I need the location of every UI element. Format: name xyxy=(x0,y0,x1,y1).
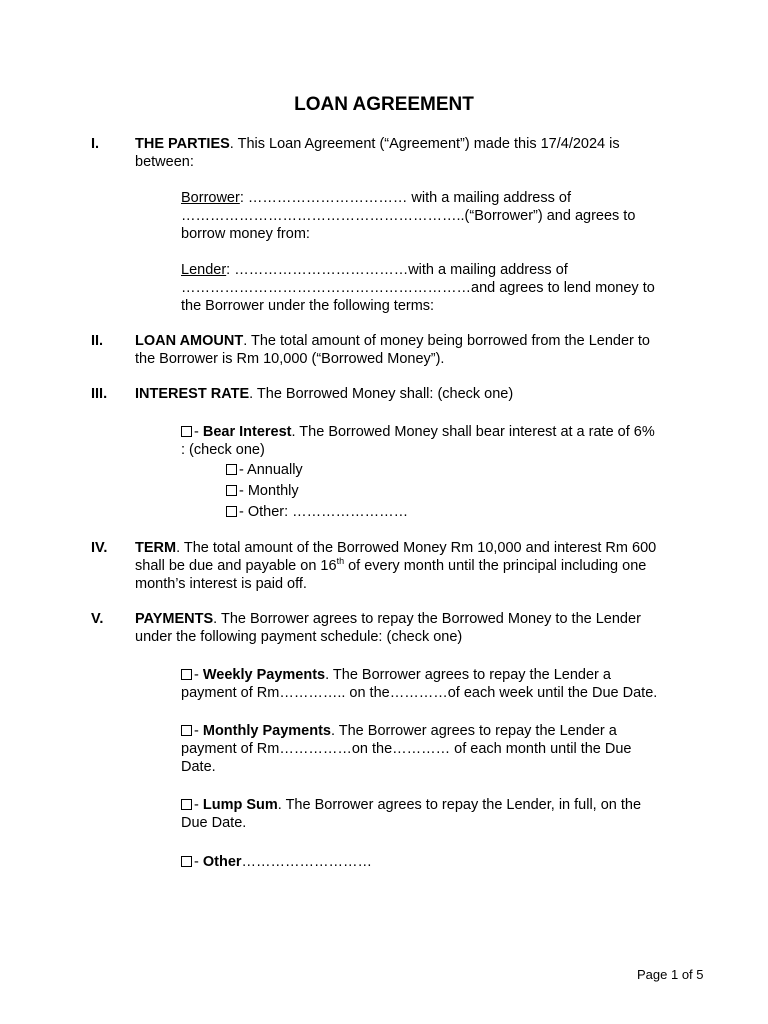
other-checkbox[interactable] xyxy=(226,506,237,517)
section-heading: TERM xyxy=(135,540,177,556)
page-number: Page 1 of 5 xyxy=(637,967,704,982)
monthly-payments-option: - Monthly Payments. The Borrower agrees to repay the Lender a payment of Rm……………on the………… of each month until the Due Date. xyxy=(181,723,632,775)
option-heading: Other xyxy=(202,854,242,870)
option-heading: Weekly Payments xyxy=(202,667,326,683)
monthly-payments-checkbox[interactable] xyxy=(181,725,192,736)
weekly-payments-checkbox[interactable] xyxy=(181,669,192,680)
document-title: LOAN AGREEMENT xyxy=(294,94,474,115)
lender-text: : ………………………………with a mailing address of xyxy=(226,262,568,278)
bear-interest-checkbox[interactable] xyxy=(181,426,192,437)
parties-line-2: between: xyxy=(135,154,194,170)
monthly-label: - Monthly xyxy=(239,483,299,499)
annually-checkbox[interactable] xyxy=(226,464,237,475)
section-heading: INTEREST RATE xyxy=(135,386,250,402)
weekly-payments-option: - Weekly Payments. The Borrower agrees to repay the Lender a payment of Rm………….. on the…………of each week until the Due Date. xyxy=(181,667,658,701)
bear-interest-option: - Bear Interest. The Borrowed Money shall bear interest at a rate of 6% : (check one) xyxy=(181,424,655,458)
borrower-block xyxy=(181,189,681,243)
annually-label: - Annually xyxy=(239,462,303,478)
option-heading: Bear Interest xyxy=(202,424,292,440)
section-number: II. xyxy=(91,333,104,349)
borrower-text: : …………………………… with a mailing address of xyxy=(239,190,571,206)
parties-line-1: THE PARTIES. This Loan Agreement (“Agreement”) made this 17/4/2024 is xyxy=(135,136,620,152)
section-heading: THE PARTIES xyxy=(135,136,230,152)
lender-block xyxy=(181,261,681,315)
section-number: V. xyxy=(91,611,104,627)
monthly-checkbox[interactable] xyxy=(226,485,237,496)
option-heading: Lump Sum xyxy=(202,797,278,813)
borrower-text: …………………………………………………..(“Borrower”) and agrees to xyxy=(181,208,636,224)
interest-frequency-options xyxy=(226,461,626,524)
lender-text: the Borrower under the following terms: xyxy=(181,298,435,314)
borrower-text: borrow money from: xyxy=(181,226,310,242)
borrower-label: Borrower xyxy=(181,190,240,206)
section-number: IV. xyxy=(91,540,108,556)
lender-label: Lender xyxy=(181,262,227,278)
section-number: III. xyxy=(91,386,108,402)
lender-text: ……………………………………………………and agrees to lend money to xyxy=(181,280,655,296)
lump-sum-checkbox[interactable] xyxy=(181,799,192,810)
option-heading: Monthly Payments xyxy=(202,723,331,739)
other-payment-option: - Other……………………… xyxy=(181,853,681,871)
section-heading: PAYMENTS xyxy=(135,611,214,627)
other-label: - Other: …………………… xyxy=(239,504,409,520)
section-number: I. xyxy=(91,136,100,152)
lump-sum-option: - Lump Sum. The Borrower agrees to repay the Lender, in full, on the Due Date. xyxy=(181,797,642,831)
other-payment-checkbox[interactable] xyxy=(181,856,192,867)
section-heading: LOAN AMOUNT xyxy=(135,333,244,349)
